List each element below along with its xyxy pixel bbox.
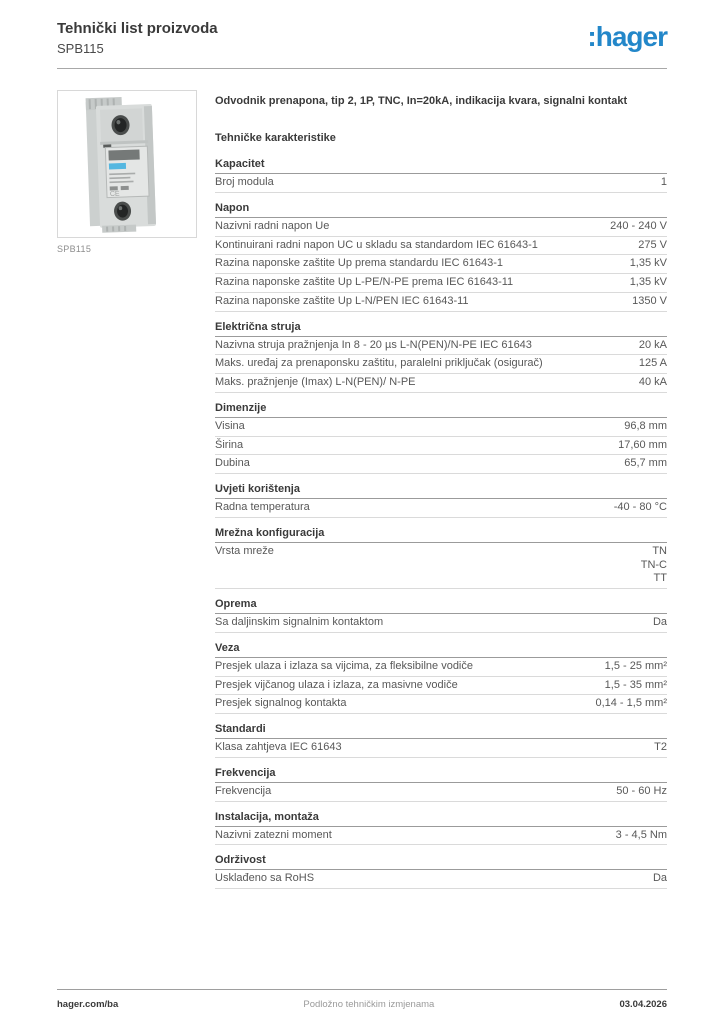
- spec-value: 1: [660, 176, 667, 189]
- spec-section-10: [215, 811, 667, 846]
- spec-section-title: Održivost: [215, 854, 667, 870]
- spec-label: Razina naponske zaštite Up L-N/PEN IEC 61643-11: [215, 294, 469, 307]
- spec-row: [215, 355, 667, 374]
- ce-mark: CE: [109, 190, 120, 198]
- spec-label: Vrsta mreže: [215, 544, 274, 557]
- spec-value: 0,14 - 1,5 mm²: [595, 697, 667, 710]
- spec-label: Sa daljinskim signalnim kontaktom: [215, 616, 384, 629]
- spec-sections: [215, 158, 667, 889]
- spec-label: Presjek signalnog kontakta: [215, 697, 347, 710]
- spec-label: Visina: [215, 419, 245, 432]
- spec-label: Broj modula: [215, 176, 274, 189]
- spec-row: [215, 543, 667, 589]
- spec-section-title: Napon: [215, 202, 667, 218]
- footer-disclaimer: Podložno tehničkim izmjenama: [303, 999, 435, 1010]
- spec-label: Usklađeno sa RoHS: [215, 872, 315, 885]
- spec-row: [215, 337, 667, 356]
- spec-section-title: Dimenzije: [215, 402, 667, 418]
- spec-label: Nazivni radni napon Ue: [215, 219, 330, 232]
- spec-row: [215, 614, 667, 633]
- hager-logo: :hager: [587, 21, 667, 52]
- spec-value: 1,35 kV: [629, 276, 667, 289]
- spec-row: [215, 374, 667, 393]
- footer-website-link[interactable]: hager.com/ba: [57, 999, 119, 1010]
- spec-section-9: [215, 767, 667, 802]
- spec-section-title: Instalacija, montaža: [215, 811, 667, 827]
- spec-label: Kontinuirani radni napon UC u skladu sa standardom IEC 61643-1: [215, 238, 538, 251]
- page-footer: [57, 989, 667, 1010]
- spec-label: Nazivni zatezni moment: [215, 828, 332, 841]
- spec-value: 1,35 kV: [629, 257, 667, 270]
- spec-label: Radna temperatura: [215, 501, 310, 514]
- spec-row: [215, 783, 667, 802]
- product-image: [57, 90, 197, 238]
- spec-value: 125 A: [638, 357, 667, 370]
- spec-section-5: [215, 527, 667, 589]
- hager-label: [109, 163, 126, 170]
- spec-section-1: [215, 202, 667, 312]
- spec-value: 65,7 mm: [624, 457, 667, 470]
- spec-row: [215, 418, 667, 437]
- spec-value: 275 V: [638, 238, 667, 251]
- spec-value: -40 - 80 °C: [613, 501, 667, 514]
- spec-value: 3 - 4,5 Nm: [615, 828, 667, 841]
- spec-section-8: [215, 723, 667, 758]
- title-block: [57, 20, 218, 56]
- spec-row: [215, 658, 667, 677]
- spec-label: Frekvencija: [215, 784, 272, 797]
- header-divider: [57, 68, 667, 69]
- spec-row: [215, 739, 667, 758]
- spec-section-title: Uvjeti korištenja: [215, 483, 667, 499]
- spec-value: TN TN-C TT: [640, 544, 667, 585]
- spec-row: [215, 237, 667, 256]
- spec-value: 20 kA: [638, 338, 667, 351]
- spec-section-3: [215, 402, 667, 474]
- spec-label: Razina naponske zaštite Up prema standardu IEC 61643-1: [215, 257, 504, 270]
- spec-section-title: Električna struja: [215, 321, 667, 337]
- product-image-column: [57, 90, 197, 989]
- spec-value: 240 - 240 V: [610, 219, 667, 232]
- page-title: Tehnički list proizvoda: [57, 20, 218, 37]
- spec-row: [215, 870, 667, 889]
- spec-row: [215, 218, 667, 237]
- spec-section-title: Frekvencija: [215, 767, 667, 783]
- spec-section-title: Oprema: [215, 598, 667, 614]
- spec-row: [215, 293, 667, 312]
- spec-value: Da: [652, 616, 667, 629]
- spec-value: T2: [654, 741, 667, 754]
- spec-value: 1,5 - 35 mm²: [604, 678, 667, 691]
- status-window: [108, 149, 139, 160]
- footer-date: 03.04.2026: [619, 999, 667, 1010]
- spec-value: 17,60 mm: [618, 438, 667, 451]
- spec-label: Maks. uređaj za prenaponsku zaštitu, paralelni priključak (osigurač): [215, 357, 543, 370]
- spec-label: Razina naponske zaštite Up L-PE/N-PE prema IEC 61643-11: [215, 276, 514, 289]
- spec-row: [215, 255, 667, 274]
- spec-label: Klasa zahtjeva IEC 61643: [215, 741, 342, 754]
- spec-label: Dubina: [215, 457, 250, 470]
- footer-row: [57, 990, 667, 1010]
- spec-section-4: [215, 483, 667, 518]
- spec-section-title: Standardi: [215, 723, 667, 739]
- spec-section-0: [215, 158, 667, 193]
- spec-column: [215, 90, 667, 989]
- spec-row: [215, 455, 667, 474]
- spec-label: Presjek vijčanog ulaza i izlaza, za masivne vodiče: [215, 678, 458, 691]
- spec-label: Nazivna struja pražnjenja In 8 - 20 µs L-N(PEN)/N-PE IEC 61643: [215, 338, 532, 351]
- spec-label: Širina: [215, 438, 244, 451]
- main-content: [57, 90, 667, 989]
- spec-row: [215, 437, 667, 456]
- spec-label: Presjek ulaza i izlaza sa vijcima, za fleksibilne vodiče: [215, 659, 473, 672]
- product-description: Odvodnik prenapona, tip 2, 1P, TNC, In=20kA, indikacija kvara, signalni kontakt: [215, 94, 628, 107]
- product-reference: SPB115: [57, 40, 104, 56]
- spec-row: [215, 695, 667, 714]
- spec-row: [215, 677, 667, 696]
- spec-section-title: Kapacitet: [215, 158, 667, 174]
- spec-row: [215, 827, 667, 846]
- spec-section-2: [215, 321, 667, 393]
- spec-value: 50 - 60 Hz: [616, 784, 667, 797]
- spec-row: [215, 274, 667, 293]
- spec-row: [215, 174, 667, 193]
- spec-section-title: Veza: [215, 642, 667, 658]
- spec-section-7: [215, 642, 667, 714]
- spec-value: 40 kA: [638, 376, 667, 389]
- product-image-caption: SPB115: [57, 243, 92, 254]
- surge-protector-illustration: [58, 91, 196, 237]
- spec-section-11: [215, 854, 667, 889]
- spec-label: Maks. pražnjenje (Imax) L-N(PEN)/ N-PE: [215, 376, 416, 389]
- page-header: [57, 20, 667, 56]
- spec-section-title: Mrežna konfiguracija: [215, 527, 667, 543]
- spec-value: Da: [652, 872, 667, 885]
- spec-section-6: [215, 598, 667, 633]
- spec-value: 1350 V: [632, 294, 667, 307]
- spec-row: [215, 499, 667, 518]
- spec-value: 96,8 mm: [624, 419, 667, 432]
- spec-value: 1,5 - 25 mm²: [604, 659, 667, 672]
- spec-heading: Tehničke karakteristike: [215, 132, 336, 145]
